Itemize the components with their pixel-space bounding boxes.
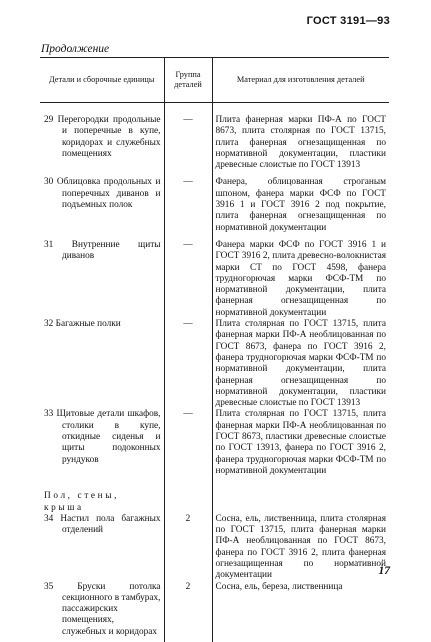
- materials-table: [40, 57, 389, 642]
- section-row: [40, 491, 389, 514]
- table-row: [40, 409, 389, 477]
- row-29-part: 29 Перегородки продольные и поперечные в купе, коридорах и служебных помещениях: [44, 115, 161, 159]
- header-parts: Детали и сборочные единицы: [40, 58, 164, 103]
- standard-number: ГОСТ 3191—93: [306, 15, 390, 27]
- row-29-material: Плита фанерная марки ПФ-А по ГОСТ 8673, плита столярная по ГОСТ 13715, плита фанерная огнезащищенная по нормативной документации, пластики древесные слоистые по ГОСТ 13913: [212, 115, 389, 171]
- row-34-material: Сосна, ель, лиственница, плита столярная по ГОСТ 13715, плита фанерная марки ПФ-А необлицованная по ГОСТ 8673, фанера по ГОСТ 3916 2, плита фанерная огнезащищенная по нормативной документации: [212, 514, 389, 582]
- table-row: [40, 514, 389, 582]
- table-row: [40, 319, 389, 409]
- row-32-material: Плита столярная по ГОСТ 13715, плита фанерная марки ПФ-А необлицованная по ГОСТ 8673, фанера по ГОСТ 3916 2, фанера трудногорючая марки ФСФ-ТМ по нормативной документации, плита фанерная огнезащищенная по нормативной документации, пластики древесные слоистые по ГОСТ 13913: [212, 319, 389, 409]
- row-31-part: 31 Внутренние щиты диванов: [44, 239, 161, 262]
- row-30-group: —: [164, 177, 212, 233]
- continuation-label: Продолжение: [41, 43, 110, 55]
- row-35-material: Сосна, ель, береза, лиственница: [212, 582, 389, 638]
- row-34-group: 2: [164, 514, 212, 582]
- row-32-part: 32 Багажные полки: [44, 319, 121, 330]
- row-29-group: —: [164, 115, 212, 171]
- page-number: 17: [378, 565, 390, 577]
- header-material: Материал для изготовления деталей: [212, 58, 389, 103]
- table-row: [40, 177, 389, 233]
- row-31-material: Фанера марки ФСФ по ГОСТ 3916 1 и ГОСТ 3916 2, плита древесно-волокнистая марки СТ по ГОСТ 4598, фанера трудногорючая марки ФСФ-ТМ по нормативной документации, плита фанерная огнезащищенная по нормативной документации: [212, 240, 389, 319]
- row-33-material: Плита столярная по ГОСТ 13715, плита фанерная марки ПФ-А необлицованная по ГОСТ 8673, пластики древесные слоистые по ГОСТ 13913, фанера по ГОСТ 3916 2, фанера трудногорючая марки ФСФ-ТМ по нормативной документации: [212, 409, 389, 477]
- section-title: Пол, стены, крыша: [44, 491, 119, 513]
- table-row: [40, 582, 389, 638]
- row-32-group: —: [164, 319, 212, 409]
- row-33-group: —: [164, 409, 212, 477]
- row-35-part: 35 Бруски потолка секционного в тамбурах, пассажирских помещениях, служебных и коридорах: [44, 581, 161, 637]
- row-34-part: 34 Настил пола багажных отделений: [44, 513, 161, 536]
- row-30-material: Фанера, облицованная строганым шпоном, фанера марки ФСФ по ГОСТ 3916 1 и ГОСТ 3916 2 под покрытие, плита фанерная огнезащищенная по нормативной документации: [212, 177, 389, 233]
- row-33-part: 33 Щитовые детали шкафов, столики в купе, откидные сиденья и щиты подоконных рундуков: [44, 409, 161, 465]
- table-header-row: [40, 58, 389, 103]
- header-group: Группа деталей: [164, 58, 212, 103]
- row-35-group: 2: [164, 582, 212, 638]
- row-30-part: 30 Облицовка продольных и поперечных диванов и подъемных полок: [44, 177, 161, 211]
- table-row: [40, 240, 389, 319]
- table-row: [40, 115, 389, 171]
- row-31-group: —: [164, 240, 212, 319]
